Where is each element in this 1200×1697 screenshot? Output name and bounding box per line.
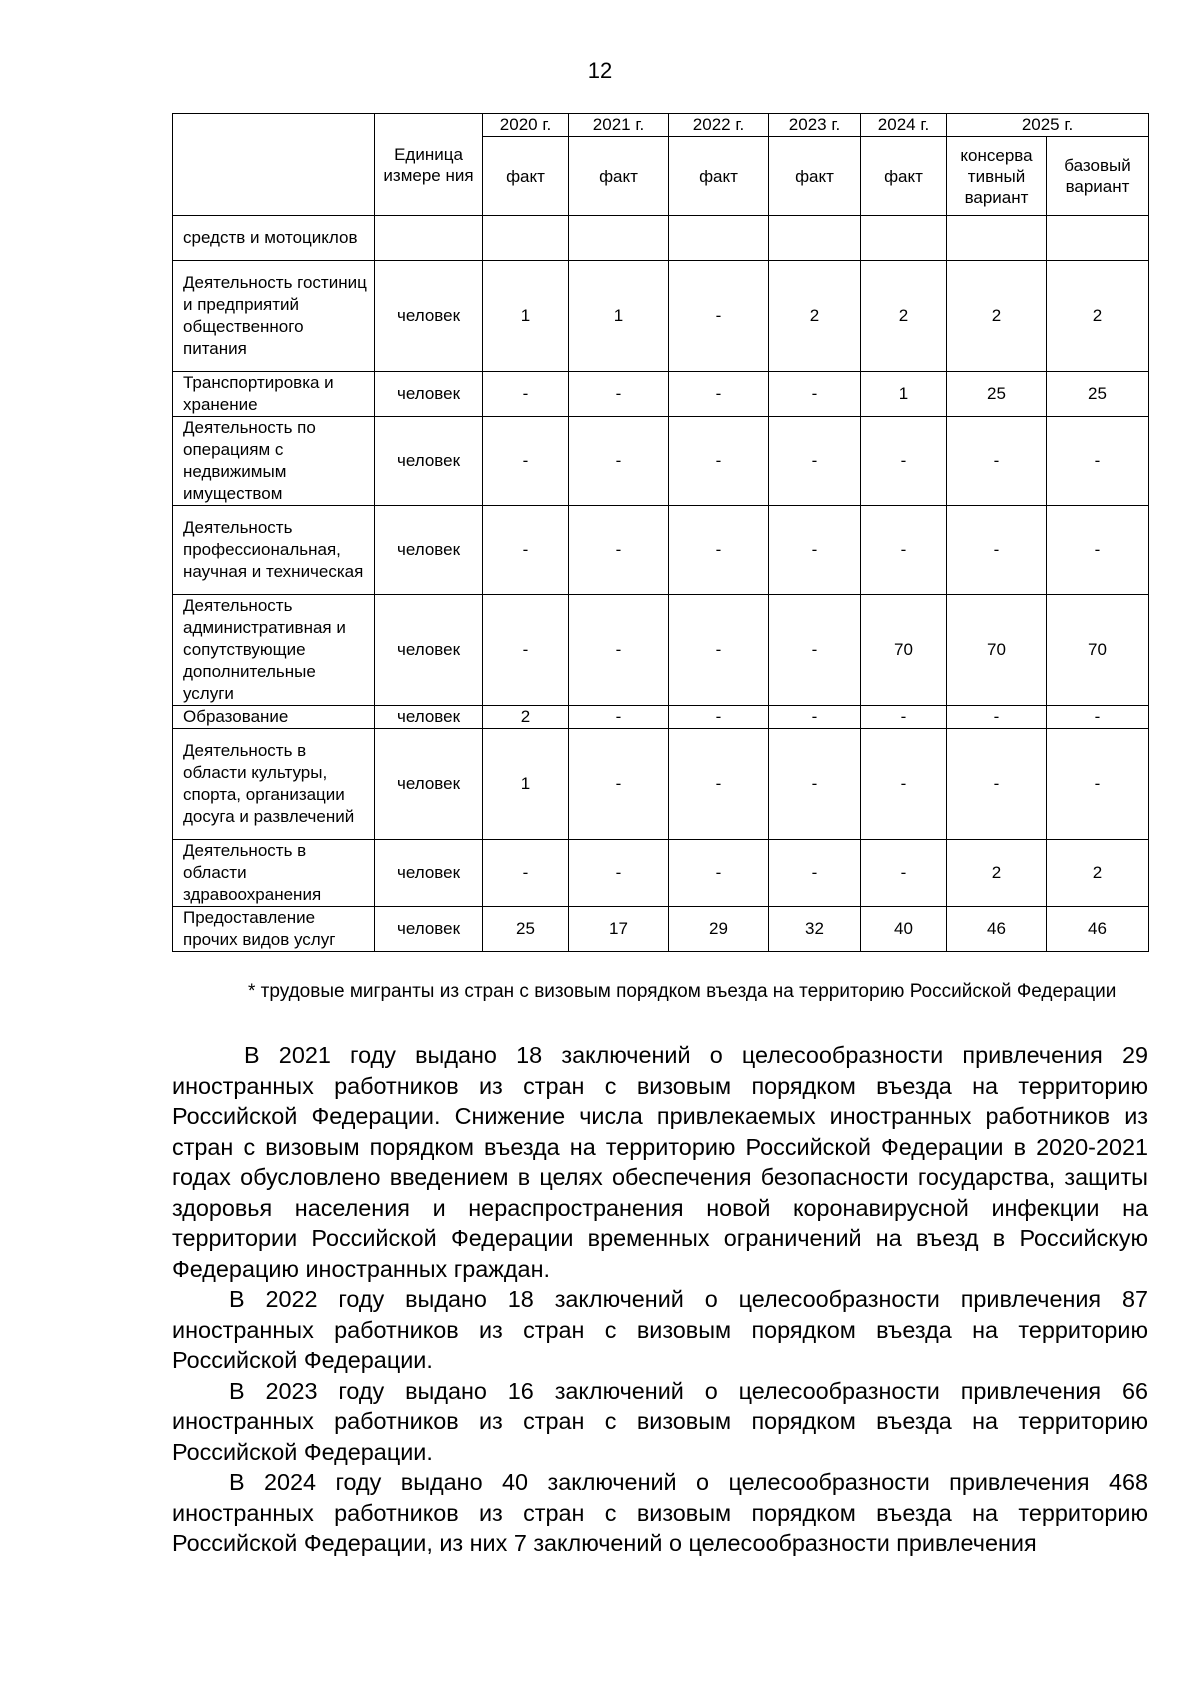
value-cell: -: [861, 729, 947, 840]
unit-cell: человек: [375, 907, 483, 952]
value-cell: -: [947, 706, 1047, 729]
value-cell: 2: [861, 261, 947, 372]
subheader-cell: базовый вариант: [1047, 137, 1149, 216]
value-cell: 17: [569, 907, 669, 952]
value-cell: [669, 216, 769, 261]
table-row: [173, 417, 1149, 506]
value-cell: -: [1047, 417, 1149, 506]
year-header: 2020 г.: [483, 114, 569, 137]
row-label-cell: средств и мотоциклов: [173, 216, 375, 261]
value-cell: 1: [569, 261, 669, 372]
unit-cell: человек: [375, 417, 483, 506]
year-header: 2022 г.: [669, 114, 769, 137]
value-cell: 2: [1047, 261, 1149, 372]
value-cell: -: [947, 417, 1047, 506]
value-cell: 70: [1047, 595, 1149, 706]
value-cell: 1: [483, 261, 569, 372]
paragraph: В 2021 году выдано 18 заключений о целесообразности привлечения 29 иностранных работников из стран с визовым порядком въезда на территорию Российской Федерации. Снижение числа привлекаемых иностранных работников из стран с визовым порядком въезда на территорию Российской Федерации в 2020-2021 годах обусловлено введением в целях обеспечения безопасности государства, защиты здоровья населения и нераспространения новой коронавирусной инфекции на территории Российской Федерации временных ограничений на въезд в Российскую Федерацию иностранных граждан.: [172, 1042, 1148, 1282]
unit-cell: человек: [375, 261, 483, 372]
value-cell: -: [569, 506, 669, 595]
value-cell: -: [669, 506, 769, 595]
row-label-cell: Деятельность профессиональная, научная и техническая: [173, 506, 375, 595]
row-label-cell: Деятельность административная и сопутствующие дополнительные услуги: [173, 595, 375, 706]
value-cell: [861, 216, 947, 261]
value-cell: -: [569, 729, 669, 840]
unit-cell: человек: [375, 729, 483, 840]
value-cell: -: [769, 706, 861, 729]
value-cell: -: [769, 417, 861, 506]
value-cell: -: [947, 729, 1047, 840]
subheader-cell: факт: [861, 137, 947, 216]
table-body: [173, 216, 1149, 952]
table-row: [173, 907, 1149, 952]
body-text: [172, 1040, 1148, 1559]
value-cell: -: [1047, 706, 1149, 729]
table-row: [173, 261, 1149, 372]
row-label-cell: Деятельность в области здравоохранения: [173, 840, 375, 907]
value-cell: 2: [1047, 840, 1149, 907]
value-cell: [483, 216, 569, 261]
value-cell: -: [669, 261, 769, 372]
paragraph: В 2022 году выдано 18 заключений о целесообразности привлечения 87 иностранных работников из стран с визовым порядком въезда на территорию Российской Федерации.: [172, 1286, 1148, 1373]
value-cell: -: [569, 417, 669, 506]
year-header-row: [173, 114, 1149, 137]
table-row: [173, 729, 1149, 840]
table-row: [173, 706, 1149, 729]
value-cell: 2: [947, 840, 1047, 907]
value-cell: -: [1047, 506, 1149, 595]
subheader-cell: факт: [483, 137, 569, 216]
value-cell: 1: [861, 372, 947, 417]
value-cell: -: [483, 840, 569, 907]
value-cell: [769, 216, 861, 261]
value-cell: -: [569, 840, 669, 907]
row-label-cell: Образование: [173, 706, 375, 729]
value-cell: -: [669, 595, 769, 706]
value-cell: [569, 216, 669, 261]
table-header: [173, 114, 1149, 216]
value-cell: 25: [1047, 372, 1149, 417]
table-row: [173, 840, 1149, 907]
row-label-cell: Деятельность гостиниц и предприятий общественного питания: [173, 261, 375, 372]
unit-cell: человек: [375, 595, 483, 706]
year-header: 2024 г.: [861, 114, 947, 137]
value-cell: -: [483, 372, 569, 417]
row-label-cell: Деятельность по операциям с недвижимым имуществом: [173, 417, 375, 506]
year-header: 2023 г.: [769, 114, 861, 137]
value-cell: 70: [947, 595, 1047, 706]
value-cell: 40: [861, 907, 947, 952]
value-cell: -: [947, 506, 1047, 595]
value-cell: -: [769, 372, 861, 417]
year-header: 2025 г.: [947, 114, 1149, 137]
subheader-cell: консерва тивный вариант: [947, 137, 1047, 216]
value-cell: -: [861, 706, 947, 729]
subheader-cell: факт: [669, 137, 769, 216]
value-cell: -: [669, 417, 769, 506]
row-label-cell: Транспортировка и хранение: [173, 372, 375, 417]
subheader-cell: факт: [569, 137, 669, 216]
value-cell: 25: [947, 372, 1047, 417]
value-cell: -: [769, 595, 861, 706]
unit-cell: [375, 216, 483, 261]
unit-cell: человек: [375, 506, 483, 595]
table-row: [173, 372, 1149, 417]
value-cell: -: [769, 840, 861, 907]
year-header: 2021 г.: [569, 114, 669, 137]
footnote: * трудовые мигранты из стран с визовым порядком въезда на территорию Российской Федерации: [248, 981, 1117, 1002]
subheader-cell: факт: [769, 137, 861, 216]
value-cell: 2: [947, 261, 1047, 372]
value-cell: -: [861, 506, 947, 595]
value-cell: -: [669, 372, 769, 417]
value-cell: 29: [669, 907, 769, 952]
value-cell: 70: [861, 595, 947, 706]
table-row: [173, 595, 1149, 706]
value-cell: -: [569, 595, 669, 706]
value-cell: -: [483, 417, 569, 506]
value-cell: -: [861, 840, 947, 907]
value-cell: -: [669, 706, 769, 729]
paragraph: В 2024 году выдано 40 заключений о целесообразности привлечения 468 иностранных работников из стран с визовым порядком въезда на территорию Российской Федерации, из них 7 заключений о целесообразности привлечения: [172, 1469, 1148, 1556]
value-cell: -: [569, 706, 669, 729]
value-cell: 2: [483, 706, 569, 729]
value-cell: -: [1047, 729, 1149, 840]
unit-cell: человек: [375, 840, 483, 907]
table-row: [173, 506, 1149, 595]
activity-header-cell: [173, 114, 375, 216]
value-cell: 2: [769, 261, 861, 372]
value-cell: [947, 216, 1047, 261]
value-cell: 32: [769, 907, 861, 952]
table-row: [173, 216, 1149, 261]
value-cell: 25: [483, 907, 569, 952]
value-cell: 1: [483, 729, 569, 840]
value-cell: -: [769, 506, 861, 595]
value-cell: -: [483, 506, 569, 595]
value-cell: -: [669, 840, 769, 907]
row-label-cell: Предоставление прочих видов услуг: [173, 907, 375, 952]
value-cell: [1047, 216, 1149, 261]
unit-cell: человек: [375, 706, 483, 729]
value-cell: -: [569, 372, 669, 417]
value-cell: -: [483, 595, 569, 706]
row-label-cell: Деятельность в области культуры, спорта, организации досуга и развлечений: [173, 729, 375, 840]
value-cell: -: [769, 729, 861, 840]
value-cell: 46: [947, 907, 1047, 952]
value-cell: -: [669, 729, 769, 840]
unit-cell: человек: [375, 372, 483, 417]
unit-header: Единица измере ния: [375, 114, 483, 216]
page-number: 12: [587, 58, 613, 83]
value-cell: 46: [1047, 907, 1149, 952]
value-cell: -: [861, 417, 947, 506]
data-table: [172, 113, 1149, 952]
paragraph: В 2023 году выдано 16 заключений о целесообразности привлечения 66 иностранных работников из стран с визовым порядком въезда на территорию Российской Федерации.: [172, 1377, 1148, 1465]
